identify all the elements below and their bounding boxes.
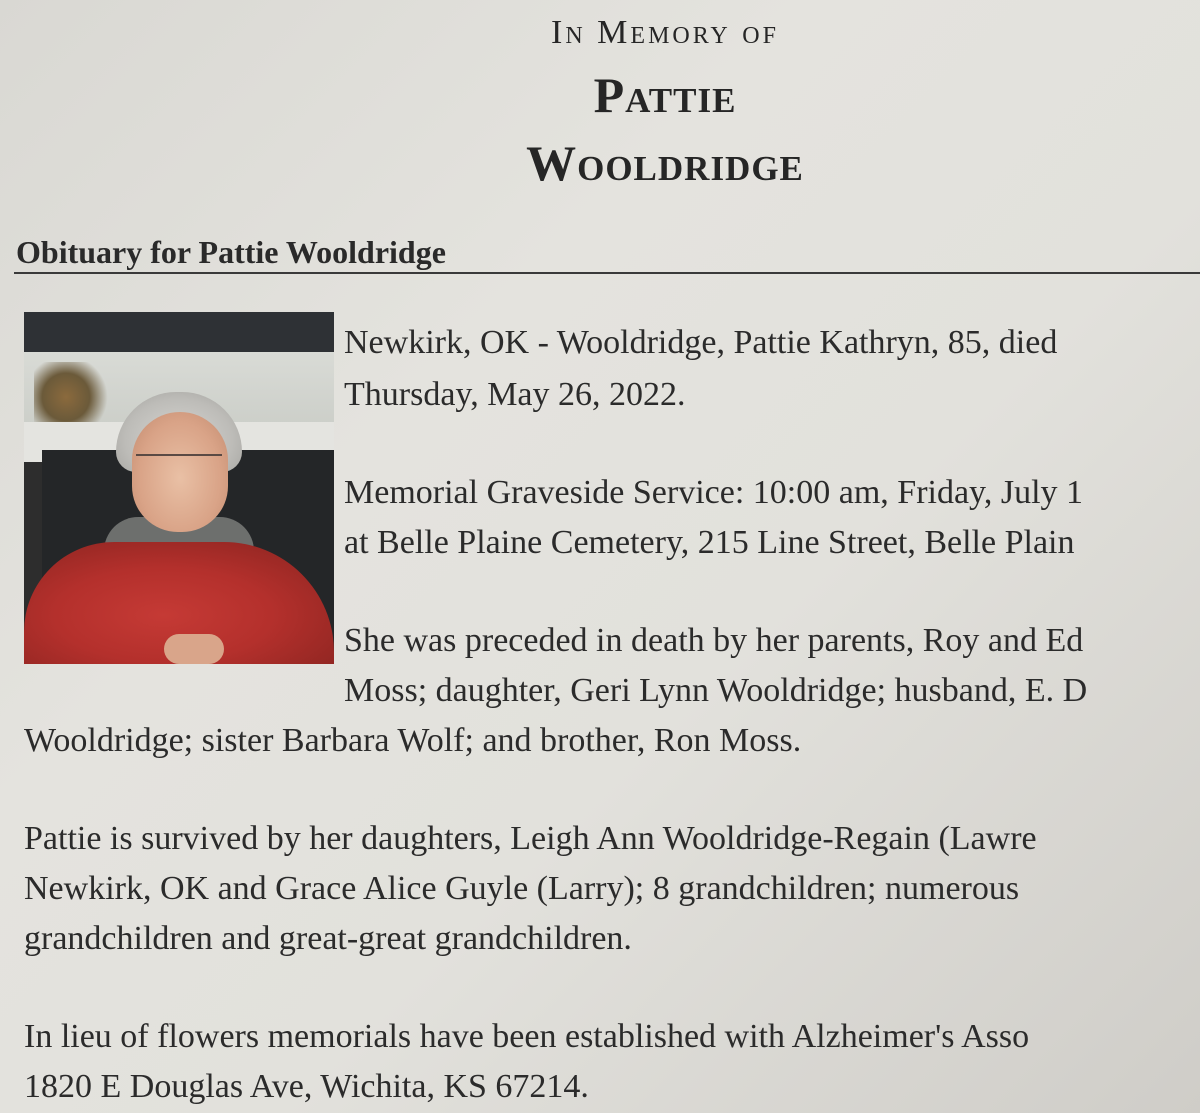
in-memory-heading: In Memory of bbox=[551, 14, 779, 51]
obit-paragraph-3-line-3: Wooldridge; sister Barbara Wolf; and brother, Ron Moss. bbox=[24, 722, 802, 759]
deceased-last-name: Wooldridge bbox=[526, 135, 804, 191]
obit-paragraph-4-line-2: Newkirk, OK and Grace Alice Guyle (Larry); 8 grandchildren; numerous bbox=[24, 870, 1020, 907]
photo-awning bbox=[24, 312, 334, 352]
deceased-first-name: Pattie bbox=[593, 67, 737, 123]
heading-divider bbox=[14, 272, 1200, 274]
obit-paragraph-4-line-3: grandchildren and great-great grandchildren. bbox=[24, 920, 632, 957]
obit-paragraph-2-line-2: at Belle Plaine Cemetery, 215 Line Street, Belle Plain bbox=[344, 524, 1075, 561]
obit-paragraph-1-line-1: Newkirk, OK - Wooldridge, Pattie Kathryn, 85, died bbox=[344, 324, 1058, 361]
photo-glasses bbox=[136, 454, 222, 470]
photo-face bbox=[132, 412, 228, 532]
obit-paragraph-3-line-2: Moss; daughter, Geri Lynn Wooldridge; husband, E. D bbox=[344, 672, 1088, 709]
obituary-section-heading: Obituary for Pattie Wooldridge bbox=[16, 234, 446, 270]
photo-hand bbox=[164, 634, 224, 664]
obit-paragraph-2-line-1: Memorial Graveside Service: 10:00 am, Friday, July 1 bbox=[344, 474, 1084, 511]
portrait-photo bbox=[24, 312, 334, 664]
obit-paragraph-3-line-1: She was preceded in death by her parents, Roy and Ed bbox=[344, 622, 1084, 659]
obit-paragraph-1-line-2: Thursday, May 26, 2022. bbox=[344, 376, 686, 413]
obit-paragraph-5-line-1: In lieu of flowers memorials have been established with Alzheimer's Asso bbox=[24, 1018, 1030, 1055]
obit-paragraph-4-line-1: Pattie is survived by her daughters, Leigh Ann Wooldridge-Regain (Lawre bbox=[24, 820, 1037, 857]
obit-paragraph-5-line-2: 1820 E Douglas Ave, Wichita, KS 67214. bbox=[24, 1068, 589, 1105]
